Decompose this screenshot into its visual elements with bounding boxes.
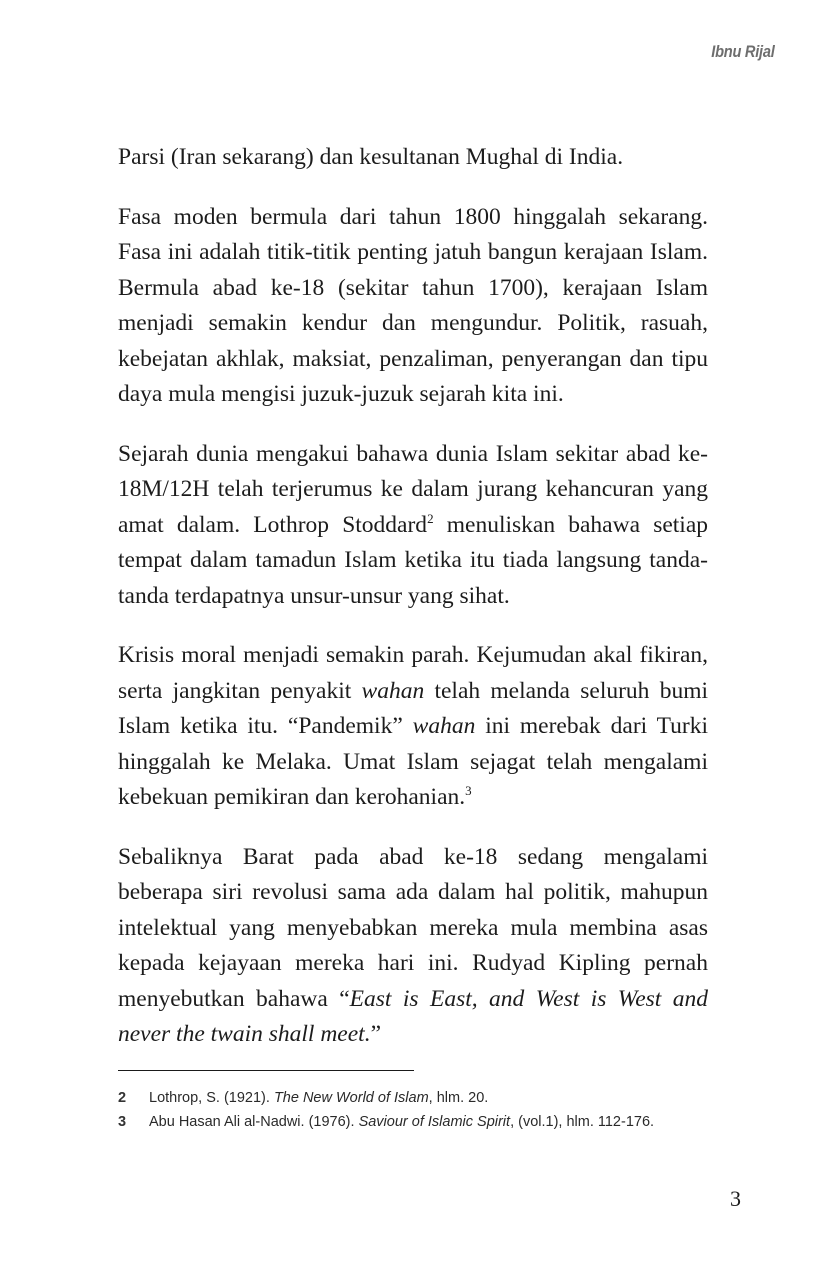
paragraph-2-text: Fasa moden bermula dari tahun 1800 hinggalah sekarang. Fasa ini adalah titik-titik penting jatuh bangun kerajaan Islam. Bermula abad ke-18 (sekitar tahun 1700), kerajaan Islam menjadi semakin kendur dan mengundur. Politik, rasuah, kebejatan akhlak, maksiat, penzaliman, penyerangan dan tipu daya mula mengisi juzuk-juzuk sejarah kita ini. xyxy=(118,203,708,407)
footnote-text xyxy=(149,1110,654,1134)
paragraph-5-text-a: Sebaliknya Barat pada abad ke-18 sedang mengalami beberapa siri revolusi sama ada dalam hal politik, mahupun intelektual yang menyebabkan mereka mula membina asas kepada kejayaan mereka hari ini. Rudyad Kipling pernah menyebutkan bahawa “ xyxy=(118,843,708,1012)
paragraph-2 xyxy=(118,200,708,413)
footnote-3 xyxy=(118,1110,738,1134)
footnote-number: 3 xyxy=(118,1114,127,1130)
footnote-2 xyxy=(118,1086,738,1110)
paragraph-4-text-b: telah melanda seluruh bumi Islam ketika itu. “Pandemik” xyxy=(118,677,708,739)
footnotes xyxy=(118,1086,738,1134)
paragraph-3-text-b: menuliskan bahawa setiap tempat dalam tamadun Islam ketika itu tiada langsung tanda-tanda terdapatnya unsur-unsur yang sihat. xyxy=(118,511,709,609)
paragraph-4-text-c: ini merebak dari Turki hinggalah ke Melaka. Umat Islam sejagat telah mengalami kebekuan pemikiran dan kerohanian. xyxy=(118,713,708,810)
footnote-pages: , hlm. 20. xyxy=(428,1090,489,1106)
footnote-ref-3[interactable]: 3 xyxy=(465,783,472,798)
footnote-pages: , (vol.1), hlm. 112-176. xyxy=(510,1114,655,1130)
footnote-title: The New World of Islam xyxy=(273,1090,429,1106)
running-header-author: Ibnu Rijal xyxy=(711,42,775,61)
paragraph-5 xyxy=(118,840,708,1053)
paragraph-4-text-a: Krisis moral menjadi semakin parah. Kejumudan akal fikiran, serta jangkitan penyakit xyxy=(118,642,708,704)
page-number: 3 xyxy=(730,1186,741,1211)
footnote-citation: Lothrop, S. (1921). xyxy=(149,1090,274,1106)
paragraph-3-text-a: Sejarah dunia mengakui bahawa dunia Islam sekitar abad ke-18M/12H telah terjerumus ke dalam jurang kehancuran yang amat dalam. Lothrop Stoddard xyxy=(118,440,708,538)
paragraph-5-text-b: ” xyxy=(370,1021,382,1047)
footnote-text xyxy=(149,1086,488,1110)
footnote-divider xyxy=(118,1070,414,1071)
paragraph-4 xyxy=(118,638,708,816)
kipling-quote: East is East, and West is West and never the twain shall meet. xyxy=(118,985,708,1047)
italic-term-wahan: wahan xyxy=(361,677,425,704)
body-text xyxy=(118,140,708,1077)
footnote-ref-2[interactable]: 2 xyxy=(427,510,434,526)
footnote-title: Saviour of Islamic Spirit xyxy=(358,1114,511,1130)
paragraph-1-text: Parsi (Iran sekarang) dan kesultanan Mughal di India. xyxy=(118,144,624,170)
footnote-citation: Abu Hasan Ali al-Nadwi. (1976). xyxy=(149,1114,359,1130)
footnote-number: 2 xyxy=(118,1090,127,1106)
paragraph-1 xyxy=(118,140,708,176)
paragraph-3 xyxy=(118,437,708,615)
italic-term-wahan-2: wahan xyxy=(412,713,476,739)
